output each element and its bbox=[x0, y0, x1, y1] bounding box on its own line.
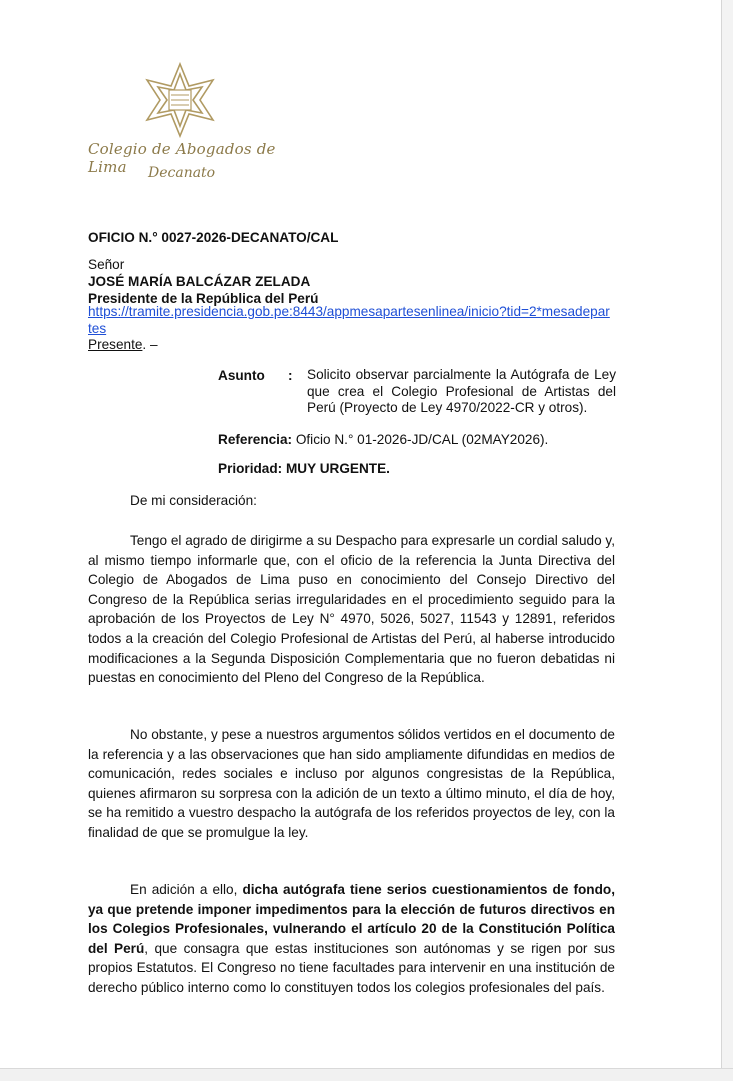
referencia-line bbox=[218, 431, 548, 448]
presente-suffix: . – bbox=[142, 337, 158, 352]
body-paragraph-1: Tengo el agrado de dirigirme a su Despacho para expresarle un cordial saludo y, al mismo tiempo informarle que, con el oficio de la referencia la Junta Directiva del Colegio de Abogados de Lima puso en conocimiento del Consejo Directivo del Congreso de la República serias irregularidades en el procedimiento seguido para la aprobación de los Proyectos de Ley N° 4970, 5026, 5027, 11543 y 12891, referidos todos a la creación del Colegio Profesional de Artistas del Perú, al haberse introducido modificaciones a la Segunda Disposición Complementaria que no fueron debatidas ni puestas en conocimiento del Pleno del Congreso de la República. bbox=[88, 533, 615, 686]
referencia-label: Referencia: bbox=[218, 432, 293, 447]
salutation: Señor bbox=[88, 257, 125, 272]
logo-subtitle: Decanato bbox=[148, 165, 216, 181]
prioridad-line bbox=[218, 460, 390, 477]
body-paragraph-3 bbox=[88, 880, 615, 998]
tramite-link[interactable]: https://tramite.presidencia.gob.pe:8443/appmesapartesenlinea/inicio?tid=2*mesadepar bbox=[88, 304, 610, 319]
presente-word: Presente bbox=[88, 337, 143, 352]
logo-title: Colegio de Abogados de Lima bbox=[88, 140, 276, 176]
page-bottom-edge bbox=[0, 1068, 733, 1081]
prioridad-label: Prioridad: bbox=[218, 461, 283, 476]
body-paragraph-2: No obstante, y pese a nuestros argumentos sólidos vertidos en el documento de la referencia y a las observaciones que han sido ampliamente difundidas en medios de comunicación, redes sociales e incluso por algunos congresistas de la República, quienes afirmaron su sorpresa con la adición de un texto a último minuto, el día de hoy, se ha remitido a vuestro despacho la autógrafa de los referidos proyectos de ley, con la finalidad de que se promulgue la ley. bbox=[88, 727, 615, 840]
star-seal-icon bbox=[140, 62, 220, 138]
paragraph3-bold: dicha autógrafa tiene serios cuestionamientos de fondo, ya que pretende imponer impedimentos para la elección de futuros directivos en los Colegios Profesionales, vulnerando el artículo 20 de la Constitución Política del Perú bbox=[88, 882, 615, 956]
next-page-edge bbox=[721, 0, 733, 1080]
asunto-colon: : bbox=[288, 368, 293, 383]
paragraph3-intro: En adición a ello, bbox=[130, 882, 243, 897]
presente-line bbox=[88, 336, 158, 353]
referencia-text: Oficio N.° 01-2026-JD/CAL (02MAY2026). bbox=[292, 432, 549, 447]
oficio-number: OFICIO N.° 0027-2026-DECANATO/CAL bbox=[88, 230, 339, 245]
asunto-label: Asunto bbox=[218, 368, 265, 383]
prioridad-text: MUY URGENTE. bbox=[282, 461, 390, 476]
asunto-text: Solicito observar parcialmente la Autógrafa de Ley que crea el Colegio Profesional de Artistas del Perú (Proyecto de Ley 4970/2022-CR y otros). bbox=[307, 367, 616, 415]
recipient-name: JOSÉ MARÍA BALCÁZAR ZELADA bbox=[88, 274, 311, 289]
paragraph3-rest: , que consagra que estas instituciones son autónomas y se rigen por sus propios Estatutos. El Congreso no tiene facultades para intervenir en una institución de derecho público interno como lo constituyen todos los colegios profesionales del país. bbox=[88, 940, 615, 995]
cal-logo bbox=[88, 62, 288, 192]
recipient-position: Presidente de la República del Perú bbox=[88, 291, 319, 306]
tramite-link-continued[interactable]: tes bbox=[88, 321, 107, 336]
greeting: De mi consideración: bbox=[130, 493, 257, 508]
